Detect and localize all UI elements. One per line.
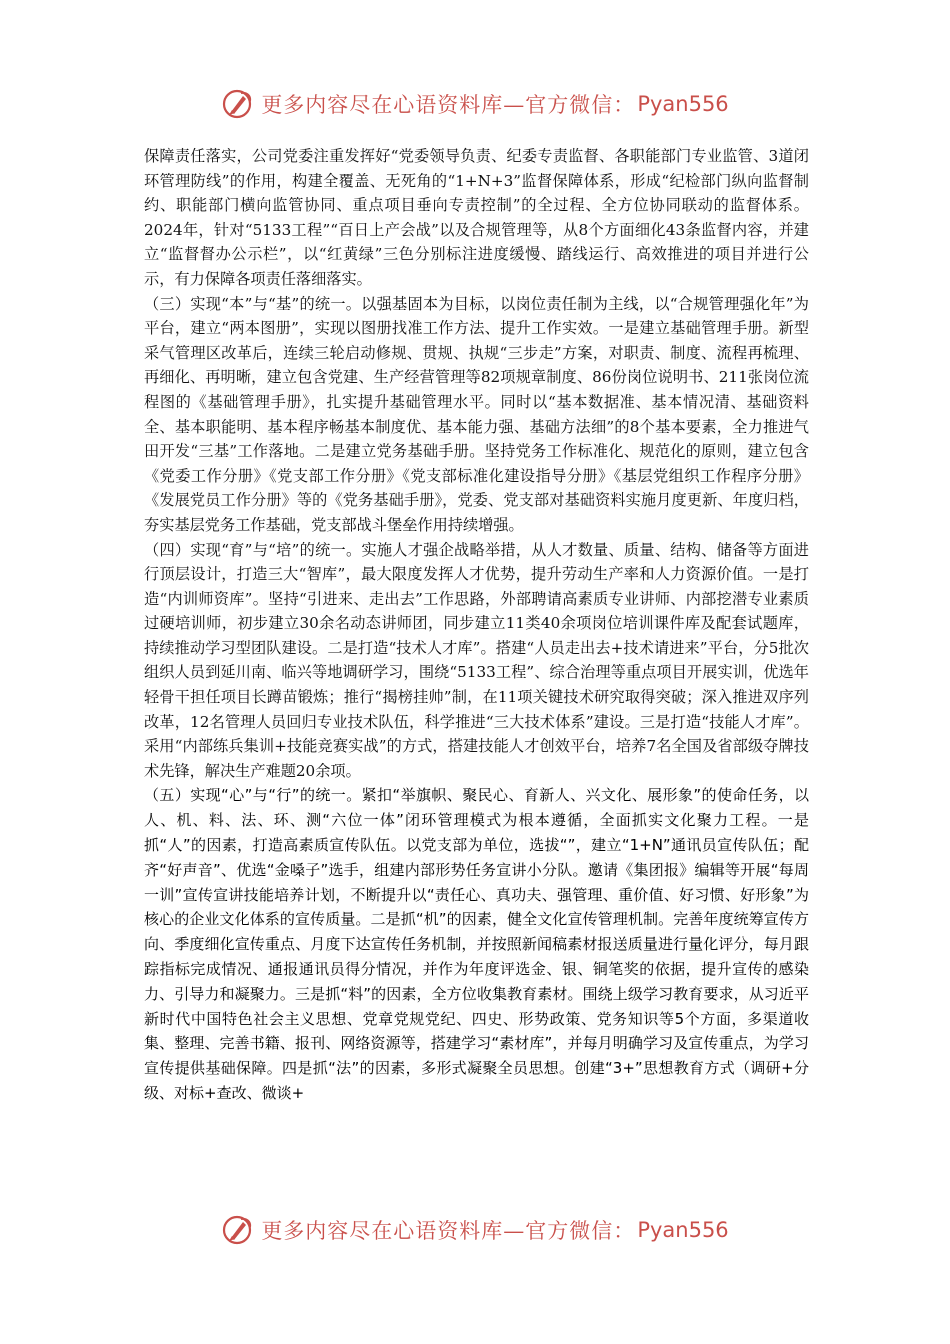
watermark-wechat-id: Pyan556 — [637, 92, 729, 116]
watermark-banner-top — [0, 84, 950, 124]
paragraph-section-4: （四）实现“育”与“培”的统一。实施人才强企战略举措，从人才数量、质量、结构、储备等方面进行顶层设计，打造三大“智库”，最大限度发挥人才优势，提升劳动生产率和人力资源价值。一是打造“内训师资库”。坚持“引进来、走出去”工作思路，外部聘请高素质专业讲师、内部挖潜专业素质过硬培训师，初步建立30余名动态讲师团，同步建立11类40余项岗位培训课件库及配套试题库，持续推动学习型团队建设。二是打造“技术人才库”。搭建“人员走出去+技术请进来”平台，分5批次组织人员到延川南、临兴等地调研学习，围绕“5133工程”、综合治理等重点项目开展实训，优选年轻骨干担任项目长蹲苗锻炼；推行“揭榜挂帅”制，在11项关键技术研究取得突破；深入推进双序列改革，12名管理人员回归专业技术队伍，科学推进“三大技术体系”建设。三是打造“技能人才库”。采用“内部练兵集训+技能竞赛实战”的方式，搭建技能人才创效平台，培养7名全国及省部级夺牌技术先锋，解决生产难题20余项。 — [144, 540, 809, 780]
watermark-banner-bottom — [0, 1210, 950, 1250]
watermark-wechat-id: Pyan556 — [637, 1218, 729, 1242]
watermark-text: 更多内容尽在心语资料库—官方微信： — [261, 1219, 636, 1243]
watermark-text: 更多内容尽在心语资料库—官方微信： — [261, 93, 636, 117]
body-text — [144, 144, 809, 1106]
paragraph-supervision: 保障责任落实，公司党委注重发挥好“党委领导负责、纪委专责监督、各职能部门专业监管、3道闭环管理防线”的作用，构建全覆盖、无死角的“1+N+3”监督保障体系，形成“纪检部门纵向监督制约、职能部门横向监管协同、重点项目垂向专责控制”的全过程、全方位协同联动的监督体系。2024年，针对“5133工程”“百日上产会战”以及合规管理等，从8个方面细化43条监督内容，并建立“监督督办公示栏”，以“红黄绿”三色分别标注进度缓慢、踏线运行、高效推进的项目并进行公示，有力保障各项责任落细落实。 — [144, 147, 809, 288]
paragraph-section-5: （五）实现“心”与“行”的统一。紧扣“举旗帜、聚民心、育新人、兴文化、展形象”的使命任务，以人、机、料、法、环、测“六位一体”闭环管理模式为根本遵循，全面抓实文化聚力工程。一是抓“人”的因素，打造高素质宣传队伍。以党支部为单位，选拔“”，建立“1+N”通讯员宣传队伍；配齐“好声音”、优选“金嗓子”选手，组建内部形势任务宣讲小分队。邀请《集团报》编辑等开展“每周一训”宣传宣讲技能培养计划，不断提升以“责任心、真功夫、强管理、重价值、好习惯、好形象”为核心的企业文化体系的宣传质量。二是抓“机”的因素，健全文化宣传管理机制。完善年度统筹宣传方向、季度细化宣传重点、月度下达宣传任务机制，并按照新闻稿素材报送质量进行量化评分，每月跟踪指标完成情况、通报通讯员得分情况，并作为年度评选金、银、铜笔奖的依据，提升宣传的感染力、引导力和凝聚力。三是抓“料”的因素，全方位收集教育素材。围绕上级学习教育要求，从习近平新时代中国特色社会主义思想、党章党规党纪、四史、形势政策、党务知识等5个方面，多渠道收集、整理、完善书籍、报刊、网络资源等，搭建学习“素材库”，并每月明确学习及宣传重点，为学习宣传提供基础保障。四是抓“法”的因素，多形式凝聚全员思想。创建“3+”思想教育方式（调研+分级、对标+查改、微谈+ — [144, 786, 809, 1102]
pen-nib-logo-icon — [221, 1213, 255, 1247]
pen-nib-logo-icon — [221, 87, 255, 121]
paragraph-section-3: （三）实现“本”与“基”的统一。以强基固本为目标，以岗位责任制为主线，以“合规管理强化年”为平台，建立“两本图册”，实现以图册找准工作方法、提升工作实效。一是建立基础管理手册。新型采气管理区改革后，连续三轮启动修规、贯规、执规“三步走”方案，对职责、制度、流程再梳理、再细化、再明晰，建立包含党建、生产经营管理等82项规章制度、86份岗位说明书、211张岗位流程图的《基础管理手册》，扎实提升基础管理水平。同时以“基本数据准、基本情况清、基础资料全、基本职能明、基本程序畅基本制度优、基本能力强、基础方法细”的8个基本要素，全力推进气田开发“三基”工作落地。二是建立党务基础手册。坚持党务工作标准化、规范化的原则，建立包含《党委工作分册》《党支部工作分册》《党支部标准化建设指导分册》《基层党组织工作程序分册》《发展党员工作分册》等的《党务基础手册》，党委、党支部对基础资料实施月度更新、年度归档，夯实基层党务工作基础，党支部战斗堡垒作用持续增强。 — [144, 294, 809, 534]
